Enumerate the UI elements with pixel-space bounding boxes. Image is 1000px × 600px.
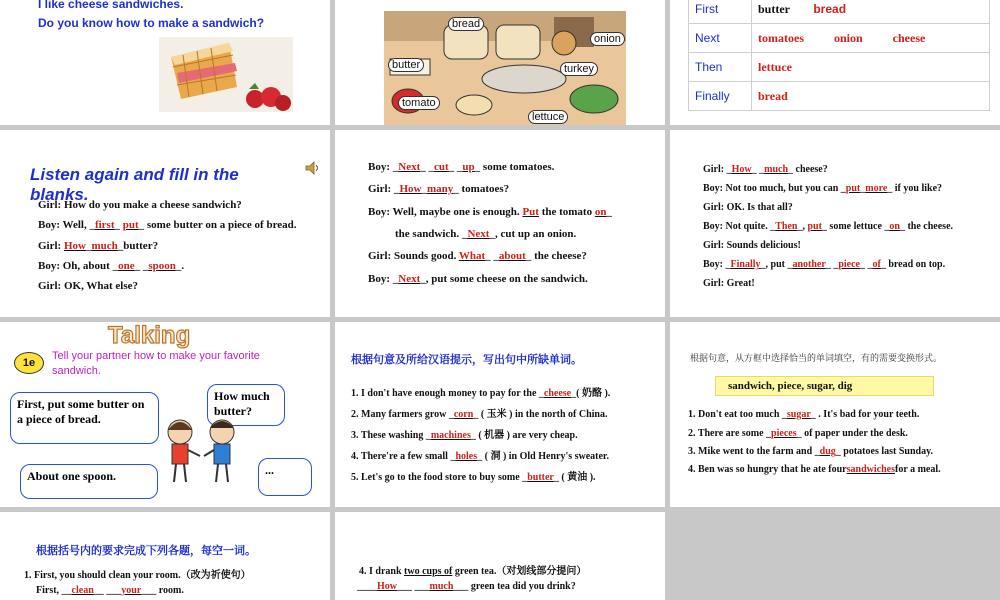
listen-title: Listen again and fill in the blanks. xyxy=(30,165,239,204)
slide1-line1: I like cheese sandwiches. xyxy=(38,0,184,11)
slide-11[interactable] xyxy=(335,512,665,600)
label-onion: onion xyxy=(590,32,625,46)
exercise-item-1: 1. I don't have enough money to pay for the _cheese_( 奶酪 ). xyxy=(351,388,611,399)
slide-7[interactable] xyxy=(0,322,330,507)
steps-table xyxy=(688,0,990,111)
label-bread: bread xyxy=(448,17,484,31)
s10-line2: First, __clean__ ___your___ room. xyxy=(36,585,184,596)
talking-instruction-2: sandwich. xyxy=(52,365,101,377)
slide-6[interactable] xyxy=(670,130,1000,317)
s10-line1: 1. First, you should clean your room.（改为祈使句） xyxy=(24,570,251,581)
speech-bubble-ellipsis: ... xyxy=(258,458,312,496)
label-tomato: tomato xyxy=(398,96,440,110)
s5-line4: the sandwich. _Next_, cut up an onion. xyxy=(395,228,577,240)
exercise-item-3: 3. Mike went to the farm and _dug_ potatoes last Sunday. xyxy=(688,446,934,457)
exercise-item-1: 1. Don't eat too much _sugar_ . It's bad for your teeth. xyxy=(688,409,920,420)
slide1-line2: Do you know how to make a sandwich? xyxy=(38,16,265,30)
s5-line6: Boy: _Next_, put some cheese on the sandwich. xyxy=(368,273,588,285)
slide-2[interactable] xyxy=(335,0,665,125)
speaker-icon[interactable] xyxy=(304,160,320,176)
s6-line1: Girl: _How_ _much_ cheese? xyxy=(703,164,828,175)
label-turkey: turkey xyxy=(560,62,598,76)
slide-5[interactable] xyxy=(335,130,665,317)
speech-bubble-first: First, put some butter on a piece of bread. xyxy=(10,392,159,444)
s11-line1: 4. I drank two cups of green tea.（对划线部分提问） xyxy=(359,566,587,577)
label-lettuce: lettuce xyxy=(528,110,568,124)
speech-bubble-how-much: How much butter? xyxy=(207,384,285,426)
s6-line6: Boy: _Finally_, put _another_ _piece_ _of_ bread on top. xyxy=(703,259,946,270)
exercise-title: 根据句意及所给汉语提示，写出句中所缺单词。 xyxy=(351,354,582,366)
s4-line5: Girl: OK, What else? xyxy=(38,280,139,292)
sandwich-photo xyxy=(159,37,293,112)
slide-10[interactable] xyxy=(0,512,330,600)
slide-3[interactable] xyxy=(670,0,1000,125)
exercise-item-5: 5. Let's go to the food store to buy some _butter_ ( 黄油 ). xyxy=(351,472,596,483)
s5-line3: Boy: Well, maybe one is enough. Put the tomato on_ xyxy=(368,206,612,218)
table-row: Finally bread xyxy=(689,82,990,111)
s6-line2: Boy: Not too much, but you can _put_more_ if you like? xyxy=(703,183,943,194)
exercise-item-3: 3. These washing _machines_ ( 机器 ) are very cheap. xyxy=(351,430,578,441)
s4-line2: Boy: Well, _first_ put_ some butter on a piece of bread. xyxy=(38,219,297,231)
label-butter: butter xyxy=(388,58,424,72)
s5-line5: Girl: Sounds good. What_ _about_ the cheese? xyxy=(368,250,587,262)
exercise-item-2: 2. Many farmers grow _corn_ ( 玉米 ) in the north of China. xyxy=(351,409,608,420)
exercise-item-2: 2. There are some _pieces_ of paper under the desk. xyxy=(688,428,908,439)
s5-line2: Girl: _How_many_ tomatoes? xyxy=(368,183,510,195)
table-row: Next tomatoes onion cheese xyxy=(689,24,990,53)
s11-line2: ____How___ ___much___ green tea did you drink? xyxy=(357,581,576,592)
talking-instruction-1: Tell your partner how to make your favorite xyxy=(52,350,260,362)
slide-9[interactable] xyxy=(670,322,1000,507)
s4-line1: Girl: How do you make a cheese sandwich? xyxy=(38,199,242,211)
table-row: First butter bread xyxy=(689,0,990,24)
s5-line1: Boy: _Next_ _cut_ _up_ some tomatoes. xyxy=(368,161,555,173)
slide-8[interactable] xyxy=(335,322,665,507)
table-row: Then lettuce xyxy=(689,53,990,82)
exercise-item-4: 4. Ben was so hungry that he ate foursandwichesfor a meal. xyxy=(688,464,941,475)
slide-4[interactable] xyxy=(0,130,330,317)
s6-line5: Girl: Sounds delicious! xyxy=(703,240,801,251)
exercise-title: 根据括号内的要求完成下列各题，每空一词。 xyxy=(36,545,256,557)
s6-line7: Girl: Great! xyxy=(703,278,755,289)
children-talking-illustration xyxy=(158,416,248,486)
exercise-item-4: 4. There're a few small _holes_ ( 洞 ) in Old Henry's sweater. xyxy=(351,451,609,462)
talking-title: Talking xyxy=(108,322,191,349)
speech-bubble-about-one-spoon: About one spoon. xyxy=(20,464,158,499)
s6-line4: Boy: Not quite. _Then_, put_ some lettuce _on_ the cheese. xyxy=(703,221,954,232)
exercise-title: 根据句意，从方框中选择恰当的单词填空，有的需要变换形式。 xyxy=(690,353,943,363)
s4-line4: Boy: Oh, about _one_ _spoon_. xyxy=(38,260,185,272)
word-box: sandwich, piece, sugar, dig xyxy=(715,376,934,396)
slide-1[interactable] xyxy=(0,0,330,125)
task-badge: 1e xyxy=(14,352,44,374)
s4-line3: Girl: How_much_butter? xyxy=(38,240,159,252)
s6-line3: Girl: OK. Is that all? xyxy=(703,202,793,213)
